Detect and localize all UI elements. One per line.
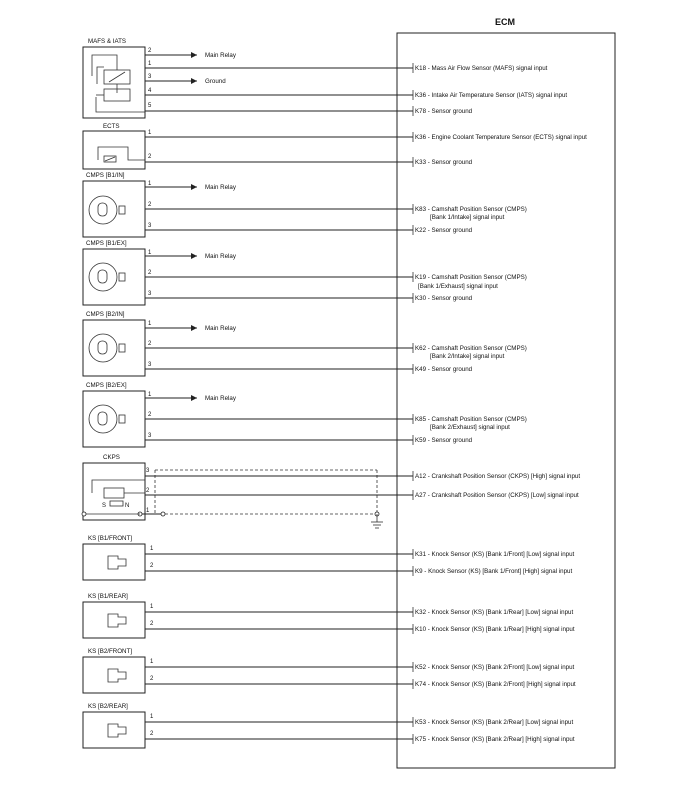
sensor-title: CMPS [B2/IN] (86, 311, 125, 318)
sensor-box (83, 657, 145, 693)
pin-number: 1 (148, 392, 152, 398)
pin-number: 2 (150, 621, 154, 627)
pin-number: 2 (150, 563, 154, 569)
sensor-title: MAFS & IATS (88, 38, 127, 45)
pin-number: 2 (148, 412, 152, 418)
ecm-signal-label: K36 - Engine Coolant Temperature Sensor (ECTS) signal input (415, 134, 587, 141)
mafs-iats-sensor (83, 38, 567, 118)
knock-sensor-icon (108, 556, 126, 569)
ecm-signal-label: K31 - Knock Sensor (KS) [Bank 1/Front] [Low] signal input (415, 551, 575, 558)
main-relay-label: Main Relay (205, 253, 236, 260)
ecm-title: ECM (495, 17, 515, 27)
pin-number: 3 (148, 223, 152, 229)
hall-sensor-icon (89, 263, 117, 291)
ecm-signal-label: K83 - Camshaft Position Sensor (CMPS) (415, 206, 527, 213)
ecm-signal-label: K59 - Sensor ground (415, 437, 473, 444)
pin-number: 4 (148, 88, 152, 94)
cmps-b1-in-sensor (83, 172, 527, 237)
sensor-title: KS [B1/REAR] (88, 593, 128, 600)
ecm-signal-label: K10 - Knock Sensor (KS) [Bank 1/Rear] [High] signal input (415, 626, 575, 633)
pin-number: 3 (148, 74, 152, 80)
ground-label: Ground (205, 78, 226, 85)
ks-b1-front-sensor (83, 535, 575, 580)
ecm-signal-label: K85 - Camshaft Position Sensor (CMPS) (415, 416, 527, 423)
ecm-signal-label: [Bank 2/Exhaust] signal input (430, 424, 510, 431)
pin-number: 1 (148, 61, 152, 67)
main-relay-label: Main Relay (205, 184, 236, 191)
main-relay-label: Main Relay (205, 52, 236, 59)
sensor-title: KS [B2/REAR] (88, 703, 128, 710)
ecm-signal-label: K75 - Knock Sensor (KS) [Bank 2/Rear] [High] signal input (415, 736, 575, 743)
ks-b1-rear-sensor (83, 593, 575, 638)
pin-number: 1 (146, 508, 150, 514)
sensor-title: CMPS [B1/EX] (86, 240, 127, 247)
knock-sensor-icon (108, 669, 126, 682)
ecm-signal-label: K53 - Knock Sensor (KS) [Bank 2/Rear] [Low] signal input (415, 719, 574, 726)
pin-number: 1 (150, 659, 154, 665)
ecm-signal-label: K52 - Knock Sensor (KS) [Bank 2/Front] [Low] signal input (415, 664, 575, 671)
ecm-signal-label: A27 - Crankshaft Position Sensor (CKPS) [Low] signal input (415, 492, 579, 499)
pin-number: 1 (150, 604, 154, 610)
sensor-title: CKPS (103, 454, 120, 461)
ecm-signal-label: K33 - Sensor ground (415, 159, 473, 166)
ecm-signal-label: [Bank 1/Intake] signal input (430, 214, 505, 221)
cmps-b2-in-sensor (83, 311, 527, 376)
ecm-signal-label: K32 - Knock Sensor (KS) [Bank 1/Rear] [Low] signal input (415, 609, 574, 616)
hall-sensor-icon (89, 405, 117, 433)
magnet-icon (110, 501, 123, 506)
sensor-box (83, 249, 145, 305)
pin-number: 1 (150, 546, 154, 552)
sensor-box (83, 320, 145, 376)
pin-number: 3 (148, 433, 152, 439)
shield-node (161, 512, 165, 516)
sensor-box (83, 181, 145, 237)
sensor-title: KS [B2/FRONT] (88, 648, 133, 655)
ects-sensor (83, 123, 587, 169)
main-relay-label: Main Relay (205, 395, 236, 402)
pin-number: 2 (148, 202, 152, 208)
ecm-signal-label: K18 - Mass Air Flow Sensor (MAFS) signal input (415, 65, 548, 72)
ecm-signal-label: K74 - Knock Sensor (KS) [Bank 2/Front] [High] signal input (415, 681, 576, 688)
ecm-signal-label: K62 - Camshaft Position Sensor (CMPS) (415, 345, 527, 352)
main-relay-label: Main Relay (205, 325, 236, 332)
cmps-b2-ex-sensor (83, 382, 527, 447)
sensor-box (83, 712, 145, 748)
pin-number: 3 (148, 362, 152, 368)
pin-number: 2 (146, 488, 150, 494)
ks-b2-rear-sensor (83, 703, 575, 748)
ecm-signal-label: K36 - Intake Air Temperature Sensor (IATS) signal input (415, 92, 568, 99)
pin-number: 3 (146, 468, 150, 474)
ecm-signal-label: K9 - Knock Sensor (KS) [Bank 1/Front] [High] signal input (415, 568, 573, 575)
ecm-signal-label: K49 - Sensor ground (415, 366, 473, 373)
knock-sensor-icon (108, 614, 126, 627)
ecm-signal-label: A12 - Crankshaft Position Sensor (CKPS) [High] signal input (415, 473, 581, 480)
pin-number: 3 (148, 291, 152, 297)
magnet-n-label: N (125, 503, 130, 509)
sensor-box (83, 131, 145, 169)
sensor-title: CMPS [B1/IN] (86, 172, 125, 179)
knock-sensor-icon (108, 724, 126, 737)
ks-b2-front-sensor (83, 648, 576, 693)
pin-number: 2 (148, 341, 152, 347)
ecm-signal-label: K19 - Camshaft Position Sensor (CMPS) (415, 274, 527, 281)
pin-number: 2 (148, 48, 152, 54)
pin-number: 2 (150, 676, 154, 682)
pin-number: 1 (148, 181, 152, 187)
sensor-box (83, 544, 145, 580)
ecm-signal-label: [Bank 2/Intake] signal input (430, 353, 505, 360)
pin-number: 2 (148, 154, 152, 160)
ground-icon (371, 522, 383, 528)
hall-sensor-icon (89, 334, 117, 362)
hall-sensor-icon (89, 196, 117, 224)
cmps-b1-ex-sensor (83, 240, 527, 305)
pin-number: 1 (148, 321, 152, 327)
pin-number: 1 (150, 714, 154, 720)
sensor-title: CMPS [B2/EX] (86, 382, 127, 389)
ecm-signal-label: K22 - Sensor ground (415, 227, 473, 234)
coil-icon (104, 488, 124, 498)
ecm-box (397, 33, 615, 768)
pin-number: 1 (148, 250, 152, 256)
pin-number: 1 (148, 130, 152, 136)
sensor-box (83, 602, 145, 638)
ecm-signal-label: K30 - Sensor ground (415, 295, 473, 302)
ckps-sensor (82, 454, 580, 528)
pin-number: 2 (148, 270, 152, 276)
sensor-title: ECTS (103, 123, 120, 130)
sensor-title: KS [B1/FRONT] (88, 535, 133, 542)
ecm-signal-label: [Bank 1/Exhaust] signal input (418, 283, 498, 290)
pin-number: 5 (148, 103, 152, 109)
magnet-s-label: S (102, 503, 107, 509)
pin-number: 2 (150, 731, 154, 737)
sensor-box (83, 391, 145, 447)
ecm-signal-label: K78 - Sensor ground (415, 108, 473, 115)
